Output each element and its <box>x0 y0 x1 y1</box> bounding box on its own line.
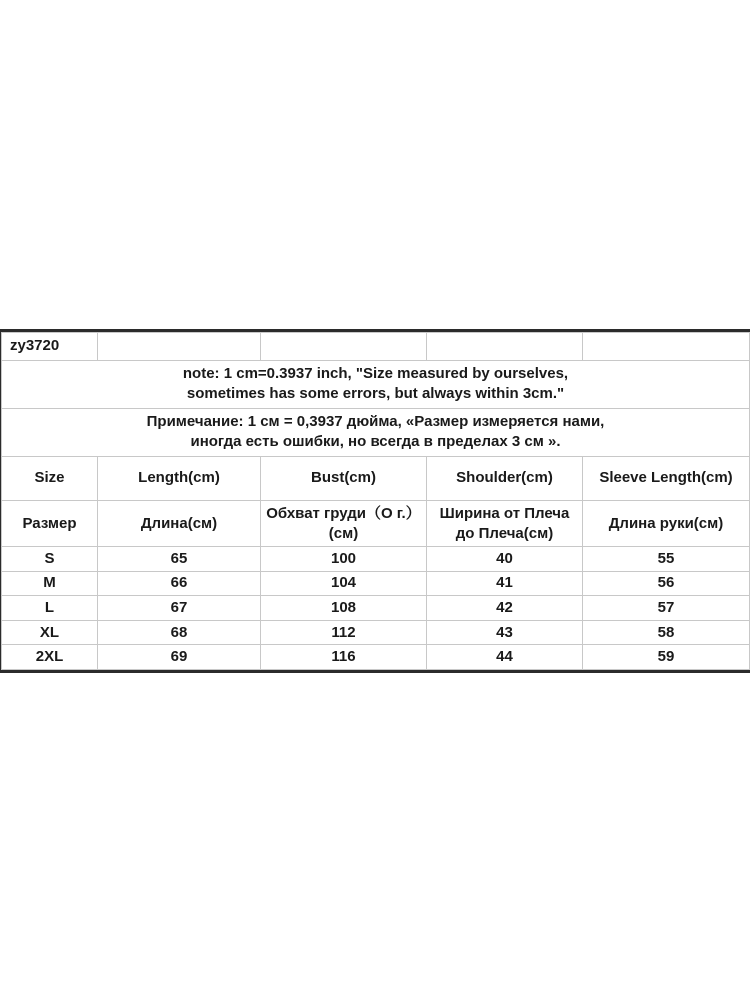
cell-length: 68 <box>98 620 261 645</box>
note-en-line2: sometimes has some errors, but always within 3cm." <box>186 385 565 403</box>
header-ru-bust: Обхват груди（О г.）(см) <box>261 500 427 546</box>
cell-bust: 112 <box>261 620 427 645</box>
note-en-row <box>2 360 750 408</box>
table-row <box>2 571 750 596</box>
table-row <box>2 596 750 621</box>
cell-sleeve-length: 56 <box>583 571 750 596</box>
empty-cell <box>427 333 583 361</box>
cell-size: XL <box>2 620 98 645</box>
size-table <box>1 332 750 670</box>
code-row <box>2 333 750 361</box>
cell-sleeve-length: 58 <box>583 620 750 645</box>
header-shoulder: Shoulder(cm) <box>427 456 583 500</box>
empty-cell <box>583 333 750 361</box>
size-chart <box>0 329 750 673</box>
cell-bust: 108 <box>261 596 427 621</box>
header-ru-row <box>2 500 750 546</box>
header-ru-shoulder: Ширина от Плеча до Плеча(см) <box>427 500 583 546</box>
header-size: Size <box>2 456 98 500</box>
cell-bust: 100 <box>261 547 427 572</box>
product-code: zy3720 <box>2 333 98 361</box>
header-ru-length: Длина(см) <box>98 500 261 546</box>
cell-shoulder: 42 <box>427 596 583 621</box>
cell-length: 69 <box>98 645 261 670</box>
cell-size: 2XL <box>2 645 98 670</box>
empty-cell <box>98 333 261 361</box>
cell-shoulder: 41 <box>427 571 583 596</box>
cell-sleeve-length: 57 <box>583 596 750 621</box>
header-bust: Bust(cm) <box>261 456 427 500</box>
empty-cell <box>261 333 427 361</box>
cell-length: 65 <box>98 547 261 572</box>
note-ru-row <box>2 408 750 456</box>
table-row <box>2 547 750 572</box>
header-length: Length(cm) <box>98 456 261 500</box>
cell-size: M <box>2 571 98 596</box>
cell-length: 66 <box>98 571 261 596</box>
header-ru-size: Размер <box>2 500 98 546</box>
cell-size: S <box>2 547 98 572</box>
cell-shoulder: 44 <box>427 645 583 670</box>
cell-shoulder: 40 <box>427 547 583 572</box>
table-row <box>2 620 750 645</box>
note-ru-line1: Примечание: 1 см = 0,3937 дюйма, «Размер измеряется нами, <box>146 413 605 431</box>
header-sleeve-length: Sleeve Length(cm) <box>583 456 750 500</box>
note-en <box>2 360 750 408</box>
table-row <box>2 645 750 670</box>
cell-length: 67 <box>98 596 261 621</box>
note-ru <box>2 408 750 456</box>
cell-bust: 104 <box>261 571 427 596</box>
note-ru-line2: иногда есть ошибки, но всегда в пределах 3 см ». <box>190 433 561 451</box>
header-en-row <box>2 456 750 500</box>
cell-sleeve-length: 55 <box>583 547 750 572</box>
note-en-line1: note: 1 cm=0.3937 inch, "Size measured by ourselves, <box>182 365 569 383</box>
cell-shoulder: 43 <box>427 620 583 645</box>
header-ru-sleeve-length: Длина руки(см) <box>583 500 750 546</box>
cell-bust: 116 <box>261 645 427 670</box>
cell-size: L <box>2 596 98 621</box>
cell-sleeve-length: 59 <box>583 645 750 670</box>
